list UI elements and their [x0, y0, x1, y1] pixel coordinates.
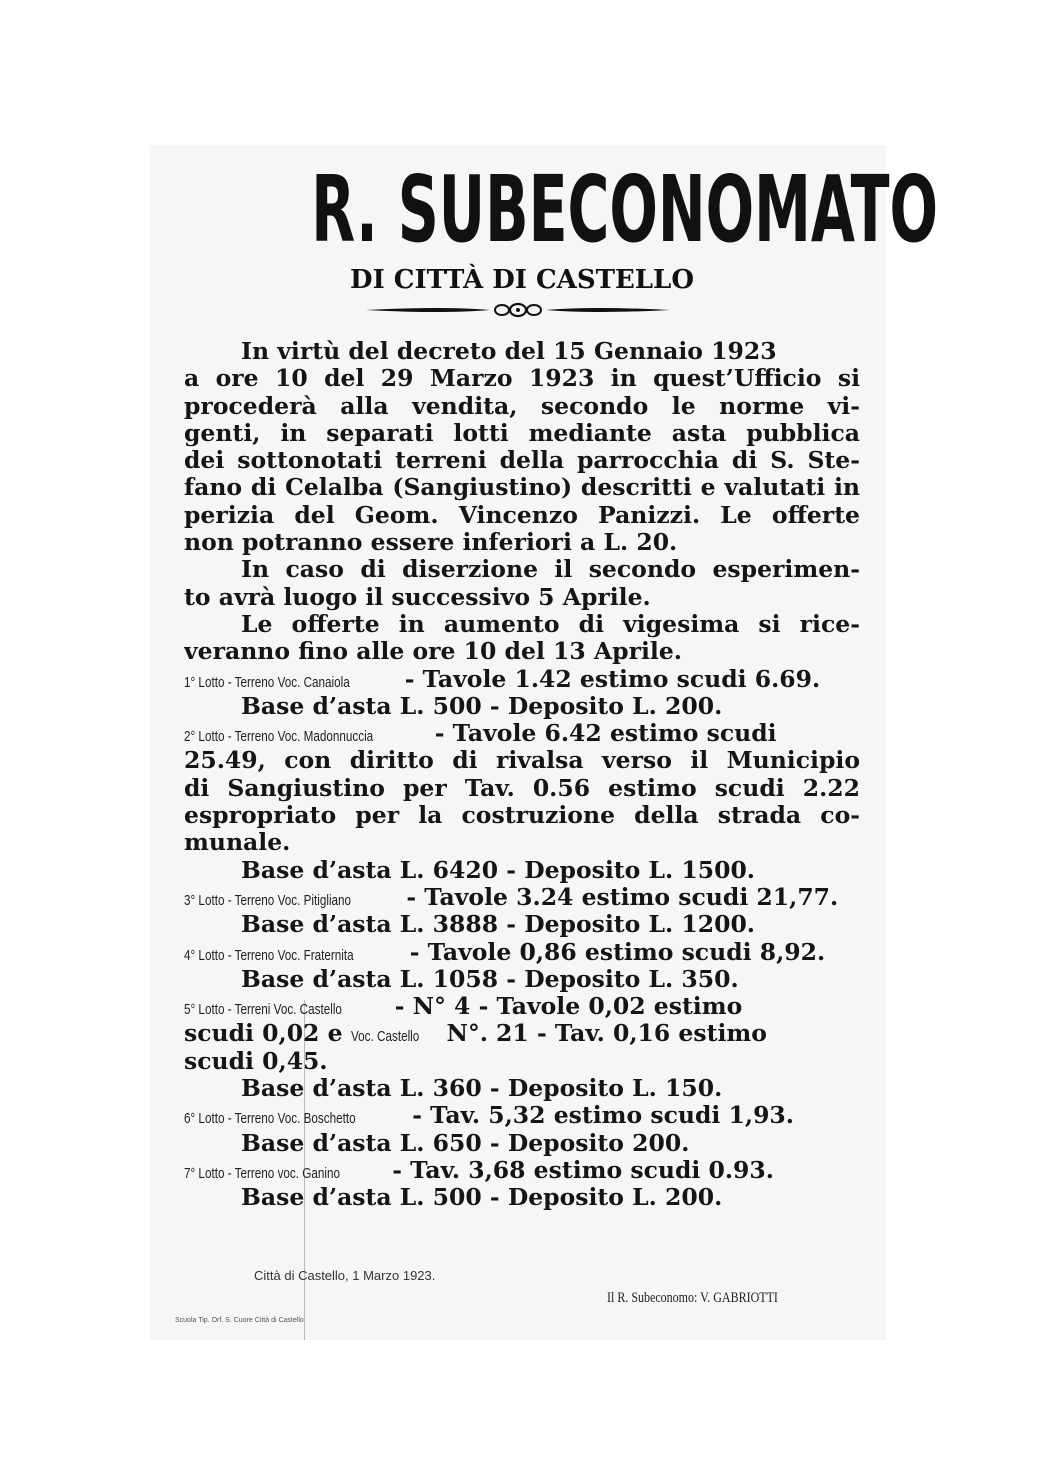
- body-line: procederà alla vendita, secondo le norme vi-: [184, 392, 860, 420]
- body-line: perizia del Geom. Vincenzo Panizzi. Le offerte: [184, 501, 860, 529]
- lot-6-line: [184, 1102, 860, 1129]
- lot-2-detail-line: espropriato per la costruzione della strada co-: [184, 802, 860, 830]
- lot-3-label: 3° Lotto - Terreno Voc. Pitigliano: [184, 891, 352, 909]
- lot-2-detail-line: 25.49, con diritto di rivalsa verso il Municipio: [184, 747, 860, 775]
- body-line: non potranno essere inferiori a L. 20.: [184, 529, 678, 557]
- lot-1-base: Base d’asta L. 500 - Deposito L. 200.: [241, 692, 723, 720]
- lot-5-detail-line: scudi 0,45.: [184, 1047, 328, 1075]
- printer-imprint: Scuola Tip. Orf. S. Cuore Città di Castello: [175, 1317, 304, 1324]
- lot-4-detail: - Tavole 0,86 estimo scudi 8,92.: [409, 938, 826, 966]
- lot-5-part: N°. 21 - Tav. 0,16 estimo: [446, 1020, 767, 1048]
- lot-3-detail: - Tavole 3.24 estimo scudi 21,77.: [406, 883, 839, 911]
- lot-3-line: [184, 884, 860, 911]
- body-line: a ore 10 del 29 Marzo 1923 in quest’Ufficio si: [184, 365, 860, 393]
- body-line: genti, in separati lotti mediante asta pubblica: [184, 419, 860, 447]
- lot-4-base: Base d’asta L. 1058 - Deposito L. 350.: [241, 965, 739, 993]
- lot-7-line: [184, 1157, 860, 1184]
- lot-2-detail-line: di Sangiustino per Tav. 0.56 estimo scudi 2.22: [184, 774, 860, 802]
- lot-2-base: Base d’asta L. 6420 - Deposito L. 1500.: [241, 856, 755, 884]
- body-line: fano di Celalba (Sangiustino) descritti e valutati in: [184, 474, 860, 502]
- lot-5-part: scudi 0,02 e: [184, 1020, 343, 1048]
- lot-7-base: Base d’asta L. 500 - Deposito L. 200.: [241, 1184, 723, 1212]
- body-line: In virtù del decreto del 15 Gennaio 1923: [241, 338, 777, 365]
- lot-1-line: [184, 666, 860, 693]
- lot-5-base: Base d’asta L. 360 - Deposito L. 150.: [241, 1075, 723, 1103]
- footer-place-date: Città di Castello, 1 Marzo 1923.: [254, 1268, 436, 1283]
- lot-5-detail: - N° 4 - Tavole 0,02 estimo: [394, 993, 743, 1021]
- lot-6-detail: - Tav. 5,32 estimo scudi 1,93.: [412, 1102, 794, 1130]
- lot-4-label: 4° Lotto - Terreno Voc. Fraternita: [184, 946, 354, 964]
- ornament-divider-icon: [362, 298, 674, 322]
- lot-5-label: 5° Lotto - Terreni Voc. Castello: [184, 1001, 342, 1019]
- lot-6-label: 6° Lotto - Terreno Voc. Boschetto: [184, 1110, 356, 1128]
- body-line: veranno fino alle ore 10 del 13 Aprile.: [184, 638, 682, 666]
- lot-2-line: [184, 720, 860, 747]
- body-line: dei sottonotati terreni della parrocchia di S. Ste-: [184, 447, 860, 475]
- lot-2-label: 2° Lotto - Terreno Voc. Madonnuccia: [184, 728, 374, 746]
- footer-signature: Il R. Subeconomo: V. GABRIOTTI: [607, 1290, 778, 1306]
- poster-body: [184, 338, 860, 1212]
- lot-1-detail: - Tavole 1.42 estimo scudi 6.69.: [404, 665, 821, 693]
- lot-2-detail-line: munale.: [184, 829, 291, 857]
- lot-7-detail: - Tav. 3,68 estimo scudi 0.93.: [392, 1156, 774, 1184]
- lot-4-line: [184, 939, 860, 966]
- lot-1-label: 1° Lotto - Terreno Voc. Canaiola: [184, 673, 350, 691]
- poster-subtitle: DI CITTÀ DI CASTELLO: [350, 265, 694, 295]
- lot-5-voc: Voc. Castello: [350, 1028, 420, 1046]
- lot-5-line: [184, 993, 860, 1020]
- lot-3-base: Base d’asta L. 3888 - Deposito L. 1200.: [241, 911, 755, 939]
- lot-2-detail: - Tavole 6.42 estimo scudi: [434, 720, 777, 748]
- lot-5-detail-line: [184, 1020, 860, 1047]
- body-line: Le offerte in aumento di vigesima si rice-: [241, 610, 860, 638]
- lot-6-base: Base d’asta L. 650 - Deposito 200.: [241, 1129, 690, 1157]
- body-line: In caso di diserzione il secondo esperimen-: [241, 556, 860, 584]
- body-line: to avrà luogo il successivo 5 Aprile.: [184, 583, 651, 611]
- lot-7-label: 7° Lotto - Terreno voc. Ganino: [184, 1164, 341, 1182]
- poster-title: R. SUBECONOMATO: [311, 156, 939, 263]
